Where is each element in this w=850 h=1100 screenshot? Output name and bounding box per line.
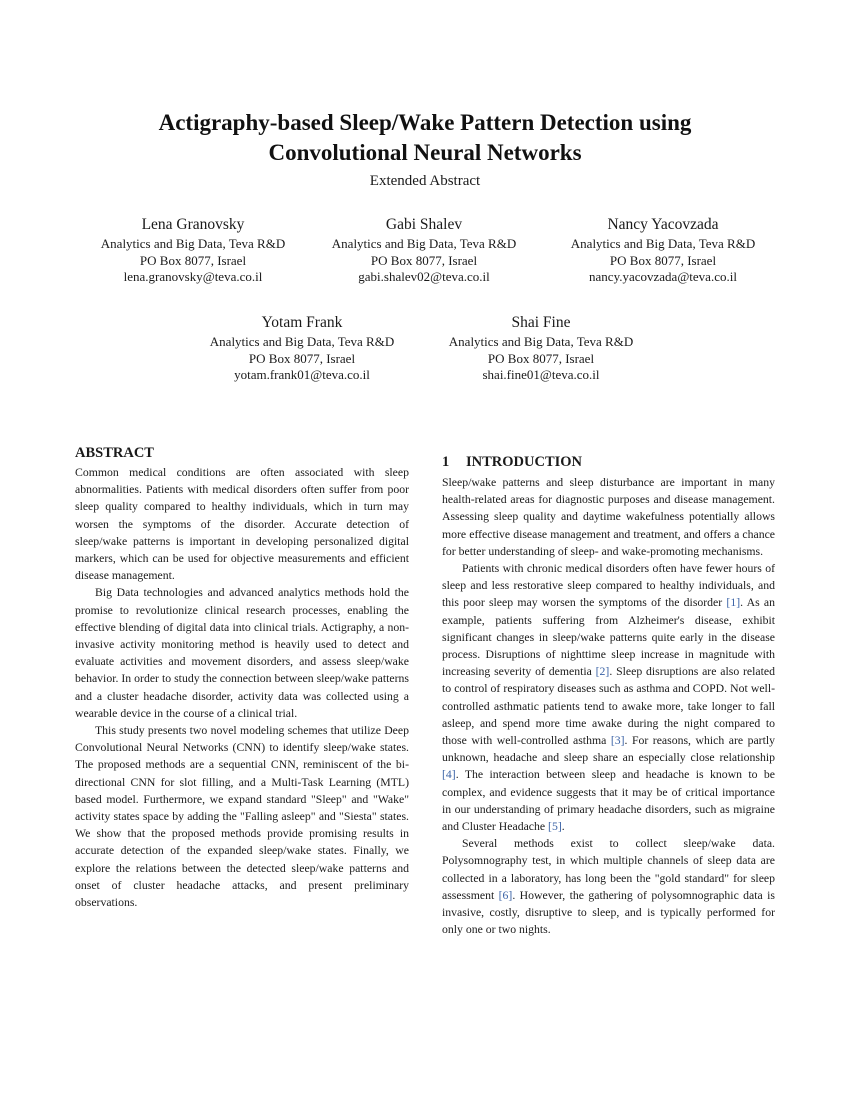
text-run: . For reasons, which are partly unknown, headache and sleep share an especially close relationship bbox=[442, 734, 775, 765]
abstract-paragraph-1: Common medical conditions are often associated with sleep abnormalities. Patients with medical disorders often suffer from poor sleep quality compared to healthy individuals, which in turn may worsen the symptoms of the disorder. Accurate detection of sleep/wake patterns is important in developing personalized digital markers, which can be used for objective measurements and efficient disease management. bbox=[75, 466, 409, 583]
author-address: PO Box 8077, Israel bbox=[139, 252, 247, 268]
section-number: 1 bbox=[442, 454, 450, 470]
author-affiliation: Analytics and Big Data, Teva R&D bbox=[570, 236, 756, 251]
author-name: Nancy Yacovzada bbox=[607, 216, 719, 233]
text-run: . However, the gathering of polysomnographic data is invasive, costly, disruptive to sleep, and is typically performed for only one or two nights. bbox=[442, 888, 775, 937]
text-run: . bbox=[561, 820, 565, 834]
author-email: shai.fine01@teva.co.il bbox=[482, 367, 600, 382]
author-name: Shai Fine bbox=[511, 314, 571, 331]
introduction-column bbox=[442, 474, 775, 938]
author-name: Lena Granovsky bbox=[141, 216, 245, 233]
author-address: PO Box 8077, Israel bbox=[609, 252, 717, 268]
citation-link[interactable]: [3] bbox=[610, 734, 625, 748]
abstract-paragraph-2: Big Data technologies and advanced analytics methods hold the promise to revolutionize clinical research processes, enabling the effective blending of digital data into clinical trials. Actigraphy, a non-invasive activity monitoring method is heavily used to detect and evaluate activities and movement disorders, and assess sleep/wake behavior. In order to study the connection between sleep/wake patterns and a cluster headache disorder, activity data was collected using a wearable device in the course of a clinical trial. bbox=[75, 586, 409, 720]
author-block-2 bbox=[299, 215, 549, 286]
author-block-3 bbox=[538, 215, 788, 286]
citation-link[interactable]: [2] bbox=[595, 665, 610, 679]
section-title: INTRODUCTION bbox=[466, 454, 583, 470]
author-email: yotam.frank01@teva.co.il bbox=[234, 367, 370, 382]
author-address: PO Box 8077, Israel bbox=[370, 252, 478, 268]
abstract-column bbox=[75, 464, 409, 911]
paper-subtitle: Extended Abstract bbox=[369, 173, 481, 189]
author-affiliation: Analytics and Big Data, Teva R&D bbox=[209, 334, 395, 349]
text-run: . Sleep disruptions are also related to control of respiratory diseases such as asthma and COPD. Not well-controlled asthmatic patients tend to awake more, take longer to fall asleep, and spend more time awake during the night compared to those with well-controlled asthma bbox=[442, 665, 775, 748]
intro-paragraph-3 bbox=[442, 835, 775, 938]
author-block-4 bbox=[177, 313, 427, 384]
author-name: Yotam Frank bbox=[261, 314, 343, 331]
author-affiliation: Analytics and Big Data, Teva R&D bbox=[448, 334, 634, 349]
text-run: Patients with chronic medical disorders often have fewer hours of sleep and less restorative sleep compared to healthy individuals, and this poor sleep may worsen the symptoms of the disorder bbox=[442, 562, 775, 610]
title-line-2: Convolutional Neural Networks bbox=[268, 140, 582, 165]
paper-title bbox=[0, 108, 850, 168]
citation-link[interactable]: [4] bbox=[442, 768, 456, 782]
author-email: nancy.yacovzada@teva.co.il bbox=[589, 269, 737, 284]
introduction-heading bbox=[442, 453, 582, 471]
abstract-heading: ABSTRACT bbox=[75, 445, 154, 461]
author-affiliation: Analytics and Big Data, Teva R&D bbox=[100, 236, 286, 251]
citation-link[interactable]: [6] bbox=[498, 888, 513, 902]
author-email: lena.granovsky@teva.co.il bbox=[123, 269, 263, 284]
author-name: Gabi Shalev bbox=[385, 216, 463, 233]
author-address: PO Box 8077, Israel bbox=[248, 350, 356, 366]
text-run: Several methods exist to collect sleep/wake data. Polysomnography test, in which multiple channels of sleep data are collected in a laboratory, has long been the "gold standard" for sleep assessment bbox=[442, 837, 775, 902]
author-address: PO Box 8077, Israel bbox=[487, 350, 595, 366]
author-email: gabi.shalev02@teva.co.il bbox=[358, 269, 490, 284]
citation-link[interactable]: [1] bbox=[726, 596, 741, 610]
text-run: . The interaction between sleep and headache is known to be complex, and evidence suggests that it may be of critical importance in our understanding of primary headache disorders, such as migraine and Cluster Headache bbox=[442, 768, 775, 834]
intro-paragraph-2 bbox=[442, 560, 775, 835]
text-run: . As an example, patients suffering from Alzheimer's disease, exhibit significant changes in sleep/wake patterns quite early in the disease process. Disruptions of nighttime sleep increase in magnitude with increasing severity of dementia bbox=[442, 596, 775, 679]
author-affiliation: Analytics and Big Data, Teva R&D bbox=[331, 236, 517, 251]
intro-paragraph-1: Sleep/wake patterns and sleep disturbance are important in many health-related areas for diagnostic purposes and disease management. Assessing sleep quality and daytime wakefulness potentially allows more effective disease management and treatment, and offers a chance for better understanding of sleep- and wake-promoting mechanisms. bbox=[442, 476, 775, 558]
author-block-5 bbox=[416, 313, 666, 384]
author-block-1 bbox=[68, 215, 318, 286]
citation-link[interactable]: [5] bbox=[548, 820, 562, 834]
title-line-1: Actigraphy-based Sleep/Wake Pattern Detection using bbox=[158, 110, 692, 135]
abstract-paragraph-3: This study presents two novel modeling schemes that utilize Deep Convolutional Neural Networks (CNN) to identify sleep/wake states. The proposed methods are a sequential CNN, reminiscent of the bi-directional CNN for slot filling, and a Multi-Task Learning (MTL) based model. Furthermore, we expand standard "Sleep" and "Wake" activity states space by adding the "Falling asleep" and "Siesta" states. We show that the proposed methods provide promising results in accurate detection of the expanded sleep/wake states. Finally, we explore the relations between the detected sleep/wake patterns and onset of cluster headache attacks, and present preliminary observations. bbox=[75, 724, 409, 910]
